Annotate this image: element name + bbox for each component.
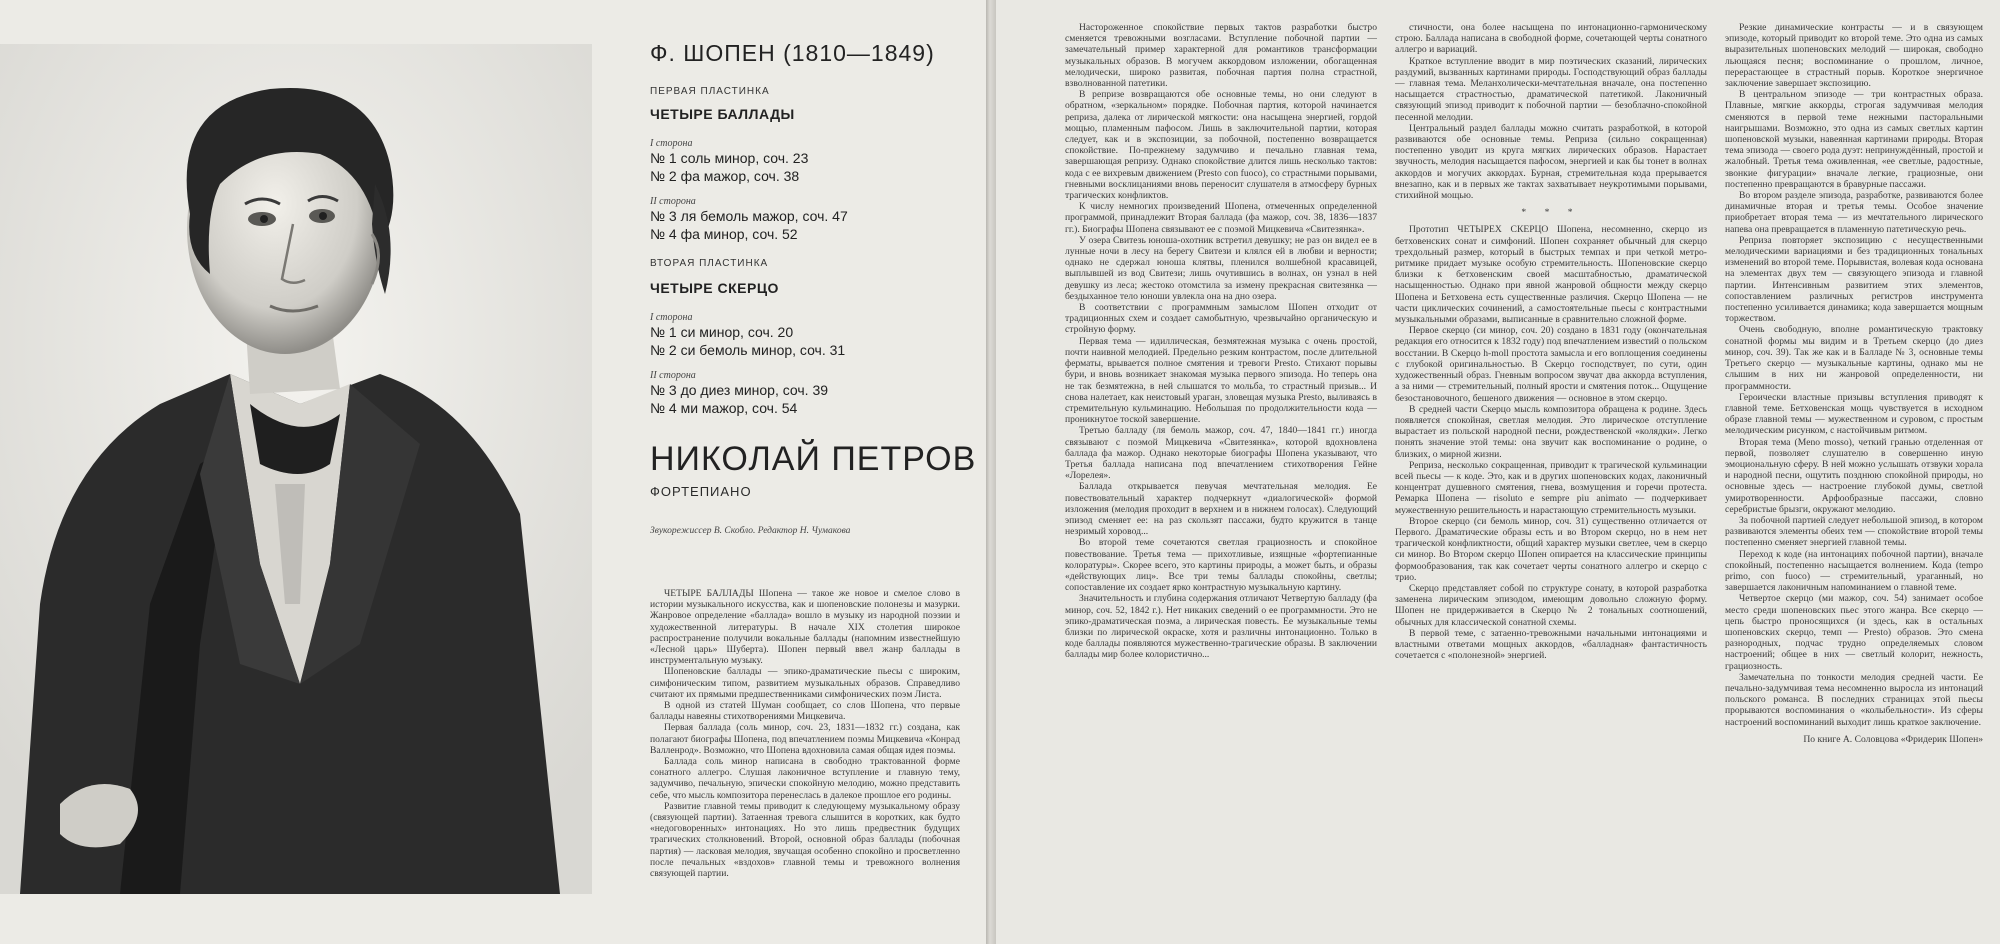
paragraph: За побочной партией следует небольшой эпизод, в котором развиваются элементы обеих тем — спокойствие второй темы постепенно сменяет энергией главной темы. <box>1725 514 1983 549</box>
credits: Звукорежиссер В. Скобло. Редактор Н. Чумакова <box>650 526 851 536</box>
source-attribution: По книге А. Соловцова «Фридерик Шопен» <box>1803 733 1983 745</box>
record1-side2-label: II сторона <box>650 196 696 207</box>
performer-name: НИКОЛАЙ ПЕТРОВ <box>650 440 977 478</box>
paragraph: В центральном эпизоде — три контрастных образа. Плавные, мягкие аккорды, строгая задумчивая мелодия сменяются в первой теме нежными пасторальными наигрышами. Возможно, это одна из самых светлых картин шопеновской музыки, навеянная картинами природы. Вторая тема эпизода — своего рода дуэт: непринуждённый, простой и жалобный. Третья тема оживленная, «ее светлые, радостные, звонкие фигурации» вначале легкие, грациозные, они постепенно превращаются в бравурные пассажи. <box>1725 89 1983 190</box>
paragraph: Третью балладу (ля бемоль мажор, соч. 47, 1840—1841 гг.) иногда связывают с поэмой Мицкевича «Свитезянка», которой вдохновлена баллада фа мажор. Однако некоторые биографы Шопена указывают, что Третья баллада написана под впечатлением стихотворения Гейне «Лорелея». <box>1065 425 1377 482</box>
paragraph: В соответствии с программным замыслом Шопен отходит от традиционных схем и создает самобытную, чрезвычайно органическую и стройную форму. <box>1065 302 1377 336</box>
portrait-drawing <box>0 44 592 894</box>
paragraph: Переход к коде (на интонациях побочной партии), вначале спокойный, постепенно насыщается волнением. Кода (tempo primo, con fuoco) — стремительный, ураганный, но завершается лаконичным напоминанием о главной теме. <box>1725 548 1983 594</box>
track-item: № 3 ля бемоль мажор, соч. 47 <box>650 208 848 224</box>
track-item: № 2 фа мажор, соч. 38 <box>650 168 800 184</box>
paragraph: Скерцо представляет собой по структуре сонату, в которой разработка заменена лирическим эпизодом, имеющим довольно сложную форму. Шопен не придерживается в Скерцо № 2 тональных соотношений, обычных для классической сонатной схемы. <box>1395 582 1707 628</box>
track-item: № 3 до диез минор, соч. 39 <box>650 382 829 398</box>
liner-notes-column-2 <box>1065 22 1377 940</box>
paragraph: Первая тема — идиллическая, безмятежная музыка с очень простой, почти наивной мелодией. Предельно резким контрастом, после длительной ферматы, врывается полное смятения и тревоги Presto. Стихают порывы бури, и вновь возникает знакомая музыка первого эпизода. Но теперь она не так безмятежна, в ней слышатся то мольба, то страстный призыв... И снова налетает, как неистовый ураган, зловещая музыка Presto, выливаясь в стремительную кульминацию. Небольшая по продолжительности кода — проникнутое тоской завершение. <box>1065 335 1377 426</box>
left-page <box>0 0 986 944</box>
paragraph: Четвертое скерцо (ми мажор, соч. 54) занимает особое место среди шопеновских пьес этого жанра. Все скерцо — цепь быстро проносящихся (и здесь, как в остальных шопеновских скерцо, темп — Presto) образов. Это смена разнородных, подчас трудно определяемых словом настроений; общее в них — светлый колорит, нежность, грациозность. <box>1725 593 1983 672</box>
paragraph: В первой теме, с затаенно-тревожными начальными интонациями и властными ответами мощных аккордов, «балладная» фантастичность сочетается с «полонезной» энергией. <box>1395 627 1707 662</box>
liner-notes-column-4 <box>1725 22 1983 940</box>
composer-portrait <box>0 44 592 894</box>
performer-instrument: ФОРТЕПИАНО <box>650 484 752 499</box>
paragraph: Шопеновские баллады — эпико-драматические пьесы с широким, симфоническим типом, развитием музыкальных образов. Справедливо считают их прямыми предшественниками симфонических поэм Листа. <box>650 666 960 700</box>
section-divider: * * * <box>1521 207 1581 219</box>
track-item: № 4 фа минор, соч. 52 <box>650 226 798 242</box>
paragraph: Очень свободную, вполне романтическую трактовку сонатной формы мы видим и в Третьем скерцо (до диез минор, соч. 39). Так же как и в Балладе № 3, основные темы Третьего скерцо — музыкальные картины, однако мы не слышим в них ни жанровой определенности, ни программности. <box>1725 324 1983 392</box>
paragraph: Второе скерцо (си бемоль минор, соч. 31) существенно отличается от Первого. Драматические образы есть и во Втором скерцо, но в нем нет трагической конфликтности, общий характер музыки светлее, чем в скерцо си минор. Во Втором скерцо Шопен опирается на классические принципы формообразования, так как сочетает черты сонатного аллегро и скерцо с трио. <box>1395 515 1707 583</box>
paragraph: Прототип ЧЕТЫРЕХ СКЕРЦО Шопена, несомненно, скерцо из бетховенских сонат и симфоний. Шопен сохраняет обычный для скерцо трехдольный размер, который в быстрых темпах и при четкой метро-ритмике придает музыке особую стремительность. Шопеновские скерцо близки к бетховенским своей масштабностью, драматической насыщенностью. Однако при явной жанровой общности между скерцо Шопена и Бетховена есть существенные различия. Скерцо Шопена — не части циклических сочинений, а самостоятельные пьесы с контрастными музыкальными образами, выписанные в сравнительно сложной форме. <box>1395 224 1707 326</box>
paragraph: Первое скерцо (си минор, соч. 20) создано в 1831 году (окончательная редакция его относится к 1832 году) под впечатлением известий о польском восстании. В Скерцо h-moll простота замысла и его воплощения соединены с глубокой оригинальностью. В Скерцо господствует, по сути, один художественный образ. Гневным вопросом звучат два аккорда вступления, а за ними — стремительный, полный ярости и смятения поток... Ощущение безостановочного, бешеного движения — основное в этом скерцо. <box>1395 325 1707 404</box>
paragraph: Первая баллада (соль минор, соч. 23, 1831—1832 гг.) создана, как полагают биографы Шопена, под впечатлением поэмы Мицкевича «Конрад Валленрод». Возможно, что Шопена вдохновила самая общая идея поэмы. <box>650 722 960 756</box>
track-item: № 1 соль минор, соч. 23 <box>650 150 809 166</box>
paragraph: ЧЕТЫРЕ БАЛЛАДЫ Шопена — такое же новое и смелое слово в истории музыкального искусства, как и шопеновские полонезы и мазурки. Жанровое определение «баллада» вошло в музыку из народной поэзии и художественной литературы. В начале XIX столетия широкое распространение получили вокальные баллады (напомним известнейшую «Лесной царь» Шуберта). Шопен первый ввел жанр баллады в инструментальную музыку. <box>650 588 960 667</box>
paragraph: Реприза повторяет экспозицию с несущественными мелодическими вариациями и без традиционных тональных изменений во второй теме. Порывистая, волевая кода основана на элементах двух тем — связующего эпизода и главной партии. Интенсивным развитием этих элементов, сопоставлением различных регистров инструмента постепенно усиливается динамика; кода завершается мощным торжеством. <box>1725 234 1983 325</box>
track-item: № 1 си минор, соч. 20 <box>650 324 794 340</box>
paragraph: Значительность и глубина содержания отличают Четвертую балладу (фа минор, соч. 52, 1842 г.). Нет никаких сведений о ее программности. Это не эпико-драматическая поэма, а лирическая повесть. Ее музыкальные темы близки по лирической окраске, хотя и различны интонационно. Только в коде баллады появляются мужественно-трагические образы. В заключении баллады мир более колористично... <box>1065 593 1377 661</box>
record1-heading: ЧЕТЫРЕ БАЛЛАДЫ <box>650 106 795 122</box>
paragraph: Героически властные призывы вступления приводят к главной теме. Бетховенская мощь чувствуется в исходном образе главной темы — мужественном и суровом, с простым мелодическим рисунком, с настойчивым ритмом. <box>1725 391 1983 437</box>
paragraph: В репризе возвращаются обе основные темы, но они следуют в обратном, «зеркальном» порядке. Побочная партия, которой начинается реприза, далека от лирической мягкости: она насыщена энергией, гордой мощью, пламенным пафосом. Лишь в заключительной партии, которая следует, как и в экспозиции, за побочной, постепенно возвращается спокойствие. По-прежнему задумчиво и печально главная тема, завершающая репризу. Однако спокойствие длится лишь несколько тактов: кода с ее вихревым движением (Presto con fuoco), со страстными порывами, гневными восклицаниями вновь переносит слушателя в атмосферу бурных трагических конфликтов. <box>1065 89 1377 202</box>
record2-side1-label: I сторона <box>650 312 693 323</box>
paragraph: Краткое вступление вводит в мир поэтических сказаний, лирических раздумий, вызванных картинами природы. Господствующий образ баллады — главная тема. Меланхолически-мечтательная вначале, она постепенно насыщается страстностью, драматической патетикой. Лаконичный связующий эпизод приводит к побочной партии — безоблачно-спокойной песенной мелодии. <box>1395 55 1707 123</box>
track-item: № 2 си бемоль минор, соч. 31 <box>650 342 846 358</box>
paragraph: Баллада открывается певучая мечтательная мелодия. Ее повествовательный характер подчеркнут «диалогической» формой изложения (мелодия проходит в верхнем и в нижнем голосах). Следующий эпизод сменяет ее: на раз скользят пассажи, будто кружится в танце незримый хоровод... <box>1065 481 1377 538</box>
paragraph: Резкие динамические контрасты — и в связующем эпизоде, который приводит ко второй теме. Это одна из самых выразительных шопеновских мелодий — широкая, свободно льющаяся песня; воспоминание о прошлом, личное, перерастающее в страстный порыв. Короткое энергичное заключение завершает экспозицию. <box>1725 22 1983 90</box>
paragraph: Центральный раздел баллады можно считать разработкой, в которой развиваются обе основные темы. Реприза (сильно сокращенная) постепенно уводит из круга мягких лирических образов. Нарастает звучность, мелодия насыщается пафосом, энергией и как бы тонет в волнах аккордов и могучих аккордах. Бурная, стремительная кода прерывается внезапно, как и в первых же тактах захватывает неукротимыми порывами, стихийной мощью. <box>1395 122 1707 202</box>
composer-title: Ф. ШОПЕН (1810—1849) <box>650 40 935 66</box>
track-item: № 4 ми мажор, соч. 54 <box>650 400 798 416</box>
paragraph: Во втором разделе эпизода, разработке, развиваются более динамичные вторая и третья темы. Особое значение приобретает вторая тема — из мечтательного лирического напева она превращается в пламенную патетическую речь. <box>1725 190 1983 235</box>
paragraph: Во второй теме сочетаются светлая грациозность и спокойное повествование. Третья тема — прихотливые, изящные «фортепианные колоратуры». Скорее всего, это картины природы, а может быть, и образы «действующих лиц». Все три темы баллады спокойны, светлы; сопоставление их создает ярко контрастную музыкальную картину. <box>1065 537 1377 594</box>
paragraph: В средней части Скерцо мысль композитора обращена к родине. Здесь появляется спокойная, светлая мелодия. Это лирическое отступление вырастает из польской народной песни, рождественской «колядки». Легко понять значение этой темы: она звучит как воспоминание о родине, о близких, о мирной жизни. <box>1395 403 1707 460</box>
paragraph: К числу немногих произведений Шопена, отмеченных определенной программой, принадлежит Вторая баллада (фа мажор, соч. 38, 1836—1837 гг.). Биографы Шопена связывают ее с поэмой Мицкевича «Свитезянка». <box>1065 201 1377 235</box>
paragraph: Развитие главной темы приводит к следующему музыкальному образу (связующей партии). Затаенная тревога слышится в коротких, как будто «недоговоренных» интонациях. Но это лишь предвестник будущих трагических столкновений. Второй, основной образ баллады (побочная партия) — ласковая мелодия, звучащая особенно спокойно и просветленно после печальных «вздохов» главной темы и тревожного волнения связующей партии. <box>650 800 960 880</box>
record2-heading: ЧЕТЫРЕ СКЕРЦО <box>650 280 779 296</box>
liner-notes-column-1 <box>650 588 960 938</box>
paragraph: стичности, она более насыщена по интонационно-гармоническому строю. Баллада написана в свободной форме, сочетающей черты сонатного аллегро и вариаций. <box>1395 22 1707 56</box>
record2-side2-label: II сторона <box>650 370 696 381</box>
gatefold-spine <box>986 0 996 944</box>
record1-side1-label: I сторона <box>650 138 693 149</box>
liner-notes-column-3 <box>1395 22 1707 940</box>
paragraph: Настороженное спокойствие первых тактов разработки быстро сменяется тревожными возгласами. Вступление побочной партии — замечательный пример характерной для романтиков трансформации музыкальных образов. В могучем аккордовом изложении, обогащенная мелодически, широко развитая, побочная партия полна страстной, взволнованной патетики. <box>1065 22 1377 90</box>
paragraph: У озера Свитезь юноша-охотник встретил девушку; не раз он видел ее в лунные ночи в лесу на берегу Свитези и клялся ей в любви и верности; однако не сдержал юноша клятвы, пленился волшебной красавицей, выплывшей из вод Свитези; лишь очутившись в волнах, он узнал в ней девушку из леса; жестоко отомстила за измену прекрасная свитезянка — бездыханное тело юноши увлекла она на дно озера. <box>1065 234 1377 302</box>
paragraph: Вторая тема (Meno mosso), четкий гранью отделенная от первой, позволяет слушателю в совершенно иную эмоциональную сферу. В ней можно услышать отзвуки хорала и народной песни, ощутить позднюю спокойной природы, но основные здесь — настроение глубокой думы, светлой умиротворенности. Арфообразные пассажи, словно серебристые брызги, окружают мелодию. <box>1725 436 1983 515</box>
paragraph: Баллада соль минор написана в свободно трактованной форме сонатного аллегро. Слушая лаконичное вступление и главную тему, задумчиво, печальную, эпически спокойную мелодию, можно представить себе, что мысль композитора перенеслась в далекое прошлое его родины. <box>650 756 960 801</box>
record2-label: ВТОРАЯ ПЛАСТИНКА <box>650 258 769 269</box>
record1-label: ПЕРВАЯ ПЛАСТИНКА <box>650 86 770 97</box>
paragraph: В одной из статей Шуман сообщает, со слов Шопена, что первые баллады навеяны стихотворениями Мицкевича. <box>650 700 960 723</box>
paragraph: Реприза, несколько сокращенная, приводит к трагической кульминации всей пьесы — к коде. Это, как и в других шопеновских кодах, лаконичный концентрат душевного смятения, гнева, возмущения и горечи протеста. Ремарка Шопена — risoluto e sempre piu animato — подчеркивает мужественную решительность и нарастающую стремительность музыки. <box>1395 459 1707 516</box>
paragraph: Замечательна по тонкости мелодия средней части. Ее печально-задумчивая тема несомненно выросла из интонаций польского романса. В последних страницах этой пьесы прорываются воспоминания о «колыбельности». Из сферы настроений воспоминаний выходит лишь краткое заключение. <box>1725 671 1983 728</box>
